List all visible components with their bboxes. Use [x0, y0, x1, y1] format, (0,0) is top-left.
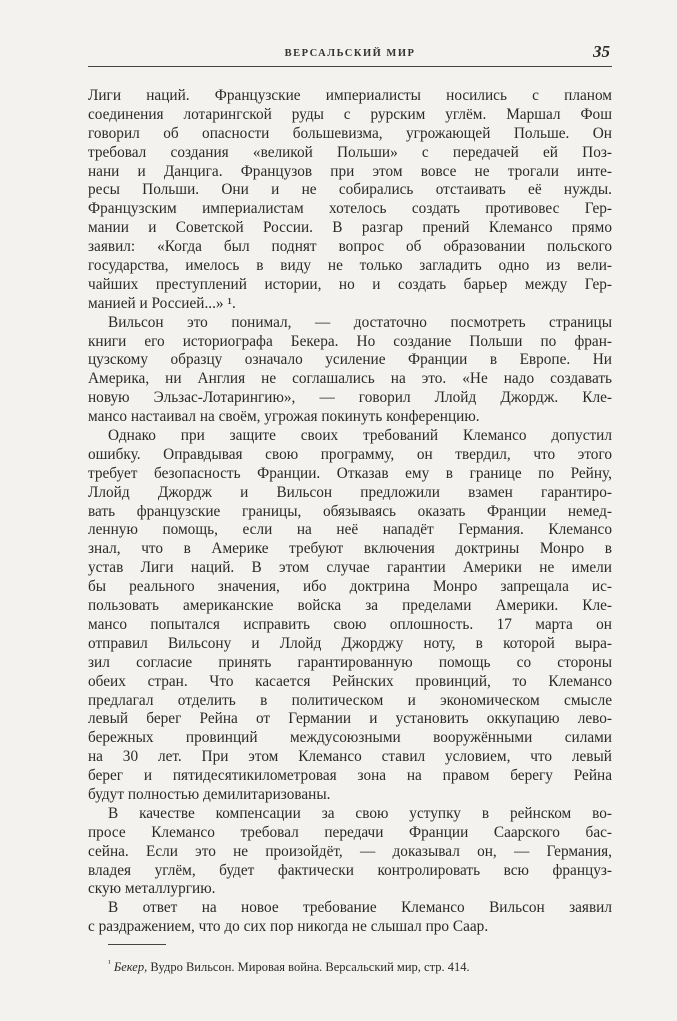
- running-title: ВЕРСАЛЬСКИЙ МИР: [284, 48, 416, 59]
- text-line: вать французские границы, обязываясь оказать Франции немед-: [88, 502, 612, 520]
- text-line: требует безопасность Франции. Отказав ему в границе по Рейну,: [88, 464, 612, 482]
- text-line: обеих стран. Что касается Рейнских провинций, то Клемансо: [88, 672, 612, 690]
- footnote-author: Бекер,: [113, 960, 148, 975]
- text-line: просе Клемансо требовал передачи Франции Саарского бас-: [88, 823, 612, 841]
- text-line: нани и Данцига. Французов при этом вовсе не трогали инте-: [88, 162, 612, 180]
- footnote-divider: [108, 944, 166, 945]
- text-line: ленную помощь, если на неё нападёт Германия. Клемансо: [88, 521, 612, 539]
- text-line: ресы Польши. Они и не собирались отстаивать её нужды.: [88, 181, 612, 199]
- text-line: книги его историографа Бекера. Но создание Польши по фран-: [88, 332, 612, 350]
- text-line: мансо настаивал на своём, угрожая покинуть конференцию.: [88, 408, 480, 426]
- text-line: Лиги наций. Французские империалисты носились с планом: [88, 87, 612, 104]
- text-line: заявил: «Когда был поднят вопрос об образовании польского: [88, 238, 612, 256]
- footnote-marker: ¹: [108, 958, 111, 968]
- text-line: В ответ на новое требование Клемансо Вильсон заявил: [108, 899, 612, 917]
- text-line: Вильсон это понимал, — достаточно посмотреть страницы: [108, 313, 612, 331]
- text-line: пользовать американские войска за пределами Америки. Кле-: [88, 597, 612, 615]
- body-text: [88, 87, 612, 937]
- text-line: предлагал отделить в политическом и экономическом смысле: [88, 691, 612, 709]
- text-line: сейна. Если это не произойдёт, — доказывал он, — Германия,: [88, 842, 612, 860]
- text-line: владея углём, будет фактически контролировать всю француз-: [88, 861, 612, 879]
- text-line: требовал создания «великой Польши» с передачей ей Поз-: [88, 143, 612, 161]
- text-line: манией и Россией...» ¹.: [88, 294, 236, 312]
- footnote-text: Вудро Вильсон. Мировая война. Версальский мир, стр. 414.: [150, 960, 470, 975]
- text-line: Америка, ни Англия не соглашались на это. «Не надо создавать: [88, 370, 612, 388]
- paragraph: [88, 899, 612, 937]
- text-line: отправил Вильсону и Ллойд Джорджу ноту, в которой выра-: [88, 634, 612, 652]
- text-line: Ллойд Джордж и Вильсон предложили взамен гарантиро-: [88, 483, 612, 501]
- page-header: [88, 42, 612, 67]
- text-line: В качестве компенсации за свою уступку в рейнском во-: [108, 804, 612, 822]
- text-line: соединения лотарингской руды с рурским углём. Маршал Фош: [88, 105, 612, 123]
- text-line: чайших преступлений истории, но и создать барьер между Гер-: [88, 275, 612, 293]
- paragraph: [88, 314, 612, 427]
- text-line: с раздражением, что до сих пор никогда не слышал про Саар.: [88, 918, 489, 936]
- text-line: на 30 лет. При этом Клемансо ставил условием, что левый: [88, 748, 612, 766]
- text-line: ошибку. Оправдывая свою программу, он твердил, что этого: [88, 445, 612, 463]
- text-line: бережных провинций междусоюзными вооружёнными силами: [88, 729, 612, 747]
- text-line: устав Лиги наций. В этом случае гарантии Америки не имели: [88, 559, 612, 577]
- text-line: говорил об опасности большевизма, угрожающей Польше. Он: [88, 124, 612, 142]
- text-line: будут полностью демилитаризованы.: [88, 785, 331, 803]
- paragraph: [88, 427, 612, 805]
- text-line: бы реального значения, ибо доктрина Монро запрещала ис-: [88, 578, 612, 596]
- footnote: [108, 958, 470, 975]
- paragraph: [88, 805, 612, 899]
- text-line: новую Эльзас-Лотарингию», — говорил Ллойд Джордж. Кле-: [88, 389, 612, 407]
- text-line: левый берег Рейна от Германии и установить оккупацию лево-: [88, 710, 612, 728]
- text-line: государства, имелось в виду не только загладить одно из вели-: [88, 257, 612, 275]
- text-line: мансо попытался исправить свою оплошность. 17 марта он: [88, 615, 612, 633]
- text-line: берег и пятидесятикилометровая зона на правом берегу Рейна: [88, 767, 612, 785]
- text-line: Однако при защите своих требований Клемансо допустил: [108, 427, 612, 445]
- text-line: цузскому образцу означало усиление Франции в Европе. Ни: [88, 351, 612, 369]
- text-line: Французским империалистам хотелось создать противовес Гер-: [88, 200, 612, 218]
- page-number: 35: [593, 42, 610, 61]
- text-line: мании и Советской России. В разгар прений Клемансо прямо: [88, 219, 612, 237]
- text-line: скую металлургию.: [88, 880, 216, 898]
- text-line: знал, что в Америке требуют включения доктрины Монро в: [88, 540, 612, 558]
- paragraph: [88, 87, 612, 314]
- text-line: зил согласие принять гарантированную помощь со стороны: [88, 653, 612, 671]
